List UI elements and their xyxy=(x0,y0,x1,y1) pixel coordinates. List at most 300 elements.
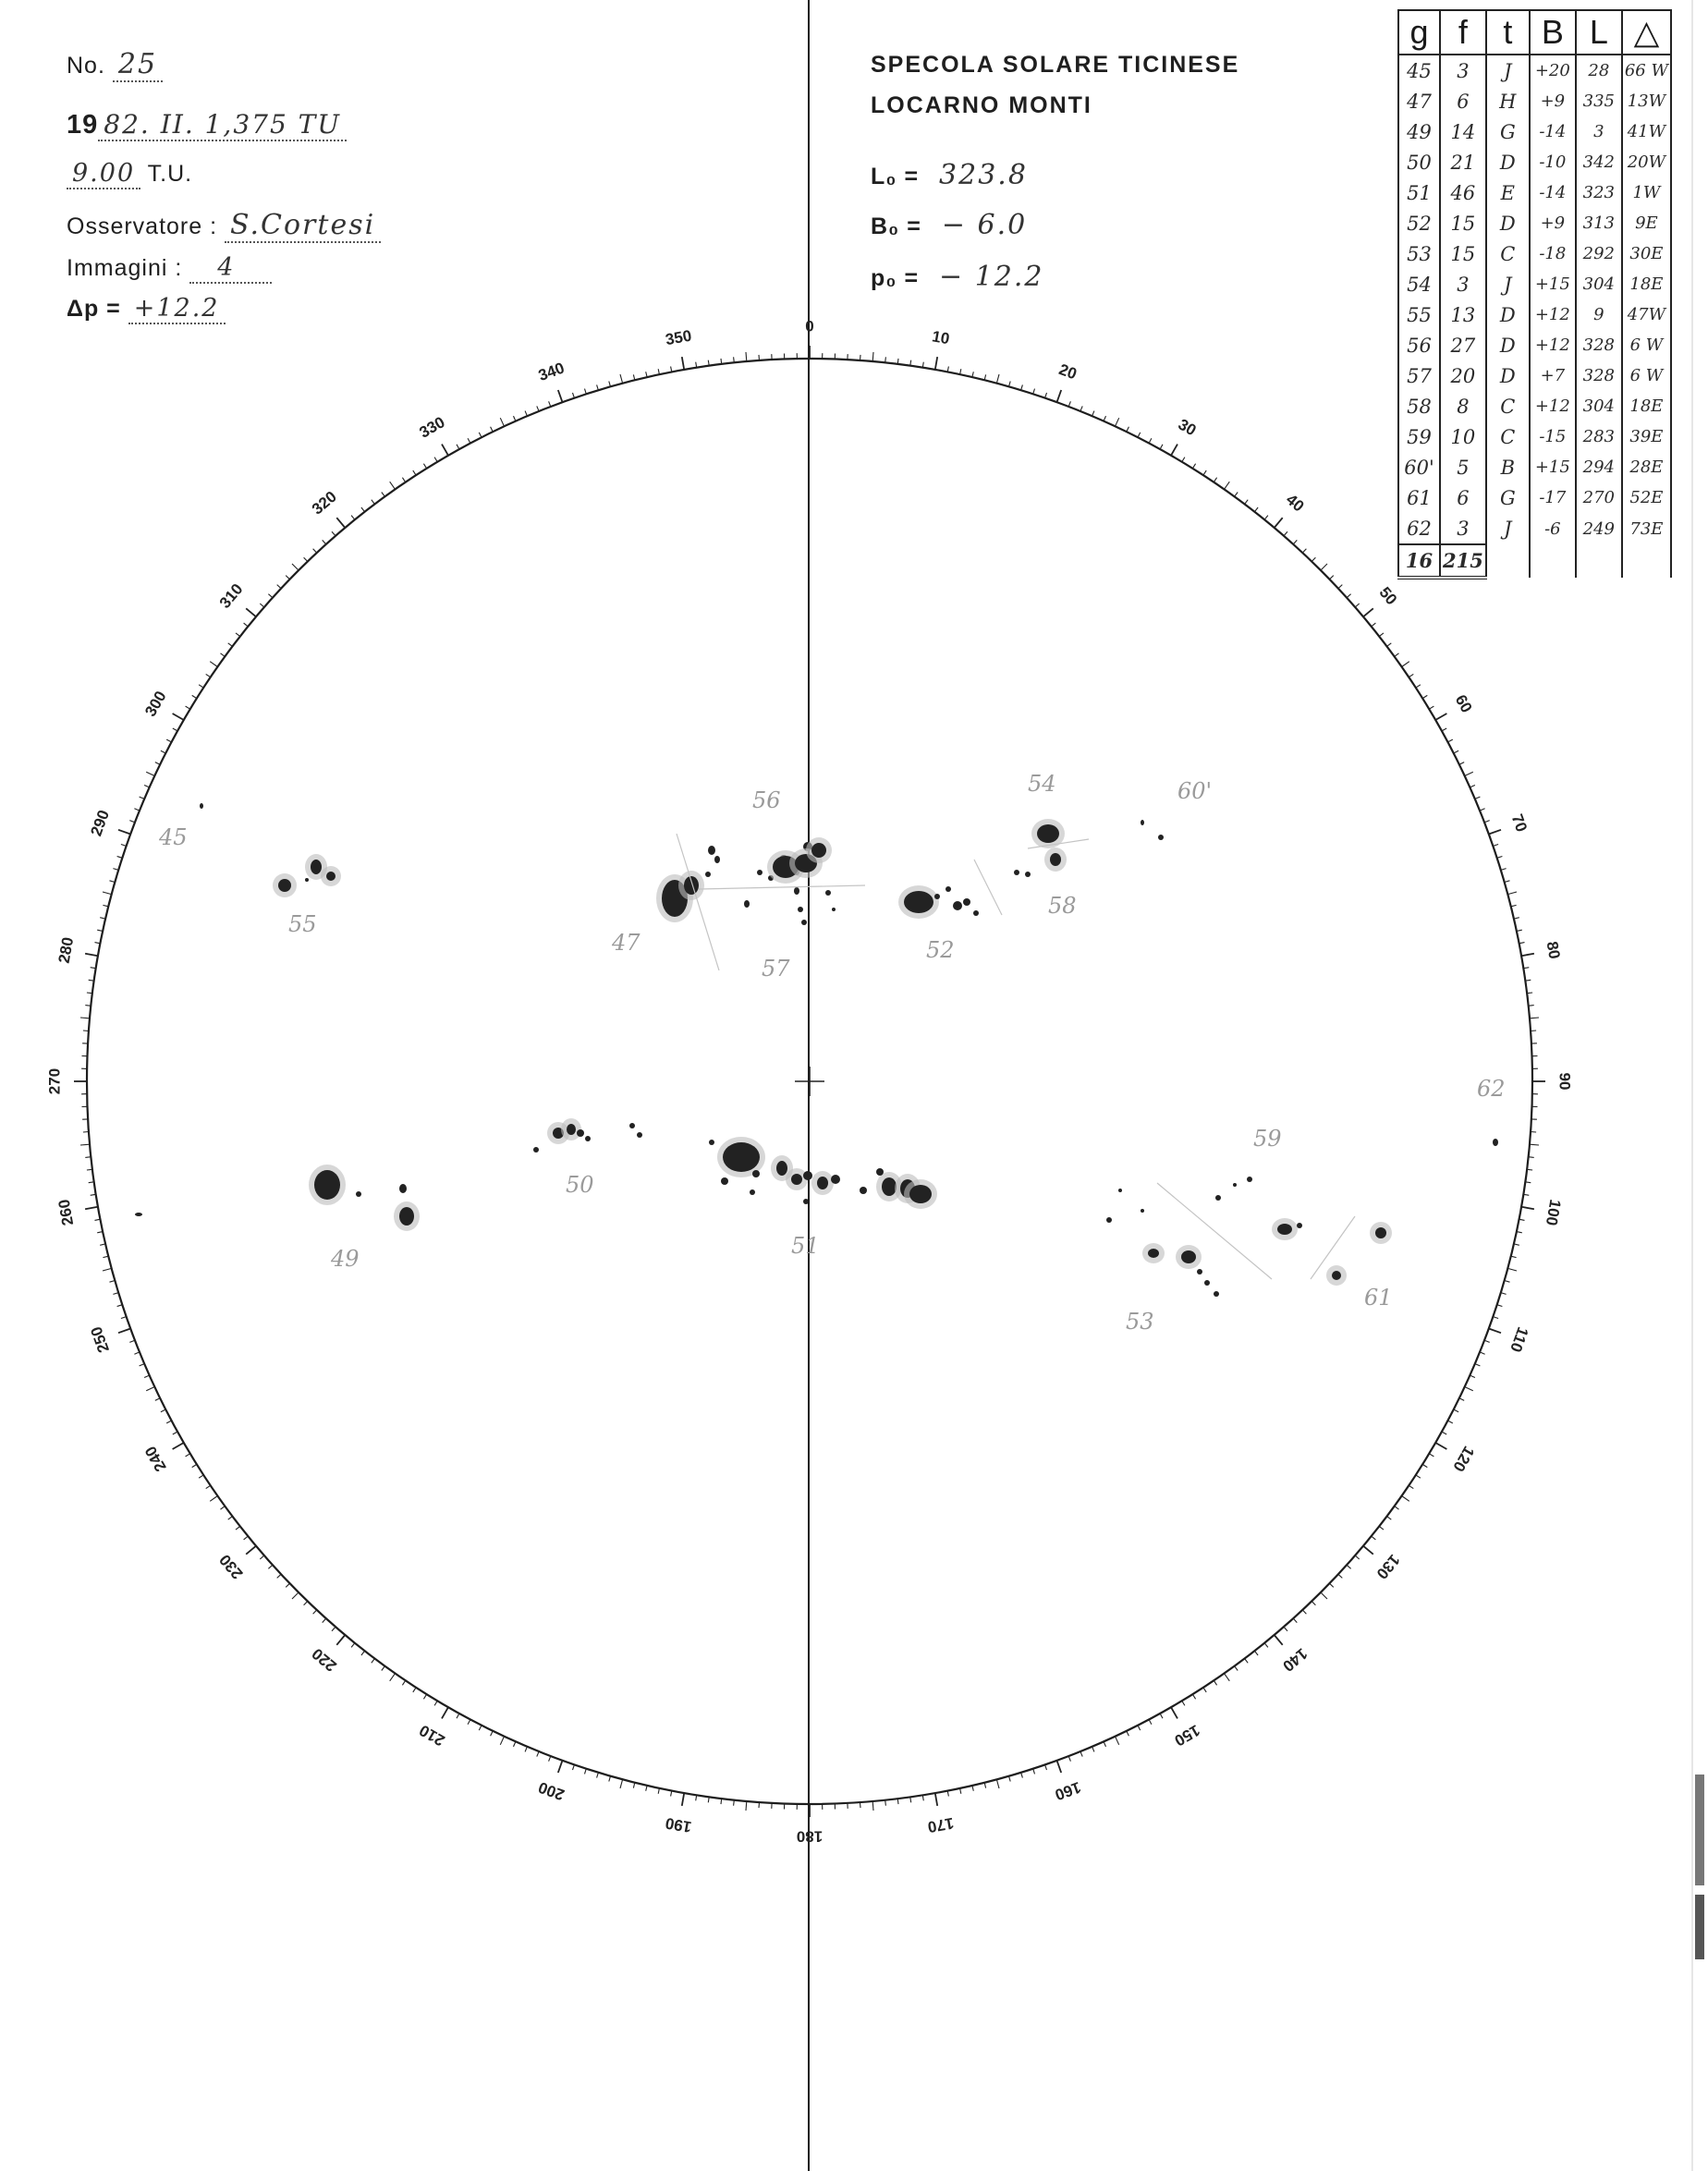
dial-tick xyxy=(1235,493,1238,497)
sunspot-umbra xyxy=(629,1123,635,1128)
dial-tick xyxy=(1245,1659,1249,1664)
dial-tick xyxy=(500,418,504,426)
delta-p-value: +12.2 xyxy=(128,294,226,324)
dial-tick xyxy=(1429,1454,1434,1457)
dial-tick xyxy=(1116,418,1119,426)
dial-tick xyxy=(413,1688,416,1692)
dial-label: 350 xyxy=(664,326,693,349)
dial-tick xyxy=(1514,1244,1519,1245)
sunspot-groups xyxy=(135,803,1498,1297)
dial-tick xyxy=(166,1421,171,1423)
sunspot-umbra xyxy=(200,803,203,809)
table-cell: +12 xyxy=(1530,299,1576,330)
sunspot-umbra xyxy=(1215,1195,1221,1201)
dial-tick xyxy=(1182,457,1185,462)
dial-tick xyxy=(721,359,722,364)
sunspot-umbra xyxy=(832,908,836,911)
table-cell: -15 xyxy=(1530,421,1576,452)
table-cell: 14 xyxy=(1440,116,1486,147)
dial-tick xyxy=(491,1731,494,1736)
dial-tick xyxy=(1203,470,1206,475)
dial-tick xyxy=(423,464,426,469)
observer-label: Osservatore : xyxy=(67,213,218,239)
table-row xyxy=(1398,513,1671,544)
table-cell: 51 xyxy=(1398,177,1440,208)
dial-tick xyxy=(228,643,233,647)
dial-label: 260 xyxy=(55,1198,78,1227)
dial-tick xyxy=(935,357,937,370)
date-prefix: 19 xyxy=(67,110,99,140)
dial-label: 160 xyxy=(1052,1777,1084,1804)
dial-tick xyxy=(479,433,482,437)
sunspot-umbra xyxy=(708,846,715,855)
dial-tick xyxy=(1254,507,1258,512)
group-label-49: 49 xyxy=(331,1246,360,1272)
dial-tick xyxy=(1484,1340,1490,1342)
group-label-45: 45 xyxy=(159,824,188,850)
dial-tick xyxy=(537,406,539,411)
table-cell: 6 xyxy=(1440,86,1486,116)
dial-tick xyxy=(1275,518,1283,528)
dial-label: 110 xyxy=(1507,1324,1532,1355)
table-cell: +9 xyxy=(1530,208,1576,238)
b0-label: B₀ = xyxy=(871,213,921,239)
table-cell: C xyxy=(1486,238,1530,269)
table-cell: 58 xyxy=(1398,391,1440,421)
dial-tick xyxy=(1302,1610,1306,1614)
table-cell: 62 xyxy=(1398,513,1440,544)
table-cell: 18E xyxy=(1622,391,1671,421)
sunspot-umbra xyxy=(860,1187,867,1194)
sunspot-umbra xyxy=(1197,1269,1202,1275)
dial-tick xyxy=(434,1701,437,1705)
dial-tick xyxy=(336,1635,345,1645)
dial-tick xyxy=(1379,1526,1384,1530)
dial-tick xyxy=(277,1574,281,1578)
dial-tick xyxy=(897,1799,898,1804)
dial-tick xyxy=(192,1464,197,1467)
dial-tick xyxy=(1160,445,1163,449)
dial-tick xyxy=(1395,1506,1399,1510)
dial-tick xyxy=(721,1799,722,1804)
dial-tick xyxy=(1372,1536,1376,1540)
number-value: 25 xyxy=(113,48,163,82)
column-header-delta: △ xyxy=(1622,10,1671,55)
observatory-name: SPECOLA SOLARE TICINESE xyxy=(871,52,1240,78)
dial-tick xyxy=(1493,1317,1498,1319)
dial-tick xyxy=(1182,1701,1185,1705)
dial-tick xyxy=(423,1694,426,1699)
dial-label: 330 xyxy=(416,413,448,442)
dial-tick xyxy=(1416,1475,1421,1478)
dial-tick xyxy=(1104,1741,1105,1747)
dial-tick xyxy=(1465,772,1473,775)
sunspot-umbra xyxy=(1118,1189,1122,1192)
dial-tick xyxy=(244,623,249,627)
dial-tick xyxy=(1363,608,1373,616)
table-cell: 292 xyxy=(1576,238,1622,269)
dial-tick xyxy=(1442,728,1446,731)
table-cell: 8 xyxy=(1440,391,1486,421)
dial-tick xyxy=(134,1352,140,1354)
dial-tick xyxy=(244,1536,249,1540)
dial-tick xyxy=(332,531,336,536)
table-cell: 328 xyxy=(1576,330,1622,360)
group-label-61: 61 xyxy=(1364,1285,1393,1311)
dial-tick xyxy=(633,1783,634,1788)
dial-tick xyxy=(186,706,190,709)
table-cell: 27 xyxy=(1440,330,1486,360)
dial-tick xyxy=(468,438,470,443)
dial-tick xyxy=(1214,478,1216,482)
group-summary-table xyxy=(1397,9,1672,579)
dial-label: 140 xyxy=(1279,1644,1312,1676)
dial-tick xyxy=(1284,1627,1287,1631)
sunspot-umbra xyxy=(798,907,803,912)
dial-tick xyxy=(872,1801,873,1811)
dial-tick xyxy=(1225,1674,1230,1681)
dial-label: 120 xyxy=(1449,1443,1478,1475)
table-cell: 3 xyxy=(1440,55,1486,86)
dial-tick xyxy=(1493,845,1498,847)
dial-tick xyxy=(1264,1643,1268,1648)
dial-tick xyxy=(1068,1756,1070,1762)
sunspot-umbra xyxy=(825,890,831,896)
dial-label: 90 xyxy=(1556,1072,1574,1091)
dial-tick xyxy=(1475,1364,1481,1366)
dial-tick xyxy=(1321,564,1327,570)
dial-label: 220 xyxy=(308,1644,340,1676)
table-cell: J xyxy=(1486,513,1530,544)
sunspot-umbra xyxy=(709,1140,714,1145)
table-cell: 20W xyxy=(1622,147,1671,177)
dial-tick xyxy=(860,355,861,360)
table-cell: D xyxy=(1486,299,1530,330)
table-cell: 28E xyxy=(1622,452,1671,482)
dial-label: 190 xyxy=(664,1813,693,1836)
dial-tick xyxy=(1459,762,1464,765)
sunspot-umbra xyxy=(946,886,951,892)
dial-tick xyxy=(1355,1555,1360,1559)
dial-tick xyxy=(457,445,459,449)
dial-tick xyxy=(382,1666,385,1671)
dial-tick xyxy=(361,507,365,512)
dial-tick xyxy=(1080,1751,1082,1757)
dial-tick xyxy=(236,633,240,637)
sunspot-umbra xyxy=(803,1171,812,1180)
table-cell: C xyxy=(1486,421,1530,452)
dial-tick xyxy=(313,549,317,553)
dial-tick xyxy=(210,1496,217,1502)
table-cell: 342 xyxy=(1576,147,1622,177)
dial-label: 60 xyxy=(1451,691,1476,716)
dial-tick xyxy=(1480,1352,1485,1354)
table-cell: 15 xyxy=(1440,208,1486,238)
dial-tick xyxy=(140,1364,145,1366)
sunspot-umbra xyxy=(314,1170,340,1200)
group-label-60p: 60' xyxy=(1177,778,1213,804)
table-row xyxy=(1398,238,1671,269)
dial-tick xyxy=(1347,594,1351,598)
dial-tick xyxy=(984,1783,985,1788)
dial-tick xyxy=(260,1555,264,1559)
table-cell: 6 xyxy=(1440,482,1486,513)
dial-tick xyxy=(351,1643,355,1648)
dial-label: 30 xyxy=(1175,415,1200,440)
sunspot-umbra xyxy=(1014,870,1019,875)
table-cell: 50 xyxy=(1398,147,1440,177)
dial-tick xyxy=(1045,1764,1047,1770)
dial-tick xyxy=(351,516,355,520)
table-total-cell xyxy=(1530,544,1576,578)
dial-tick xyxy=(996,1779,999,1788)
sunspot-umbra xyxy=(1158,835,1164,840)
table-cell: 30E xyxy=(1622,238,1671,269)
sunspot-umbra xyxy=(744,900,750,908)
dial-tick xyxy=(996,374,999,384)
dial-tick xyxy=(479,1726,482,1730)
sunspot-umbra xyxy=(1141,820,1144,825)
dial-tick xyxy=(323,540,326,544)
time-value: 9.00 xyxy=(67,159,140,189)
dial-tick xyxy=(161,750,165,753)
dial-tick xyxy=(118,1329,130,1334)
table-cell: 55 xyxy=(1398,299,1440,330)
dial-label: 290 xyxy=(87,807,114,839)
dial-tick xyxy=(620,374,623,384)
sunspot-umbra xyxy=(1106,1217,1112,1223)
dial-tick xyxy=(103,905,108,906)
dial-tick xyxy=(206,674,211,677)
table-cell: C xyxy=(1486,391,1530,421)
table-cell: -18 xyxy=(1530,238,1576,269)
dial-tick xyxy=(1138,1726,1141,1730)
dial-tick xyxy=(210,662,217,667)
group-divider-line xyxy=(699,885,865,889)
sunspot-umbra xyxy=(1493,1139,1498,1146)
dial-tick xyxy=(885,1800,886,1806)
dial-tick xyxy=(1454,750,1458,753)
dial-tick xyxy=(100,1244,105,1245)
table-row xyxy=(1398,330,1671,360)
dial-tick xyxy=(1275,1635,1283,1645)
dial-tick xyxy=(1454,1409,1458,1412)
dial-tick xyxy=(549,401,551,407)
sunspot-umbra xyxy=(757,870,762,875)
dial-tick xyxy=(221,653,226,657)
dial-tick xyxy=(500,1737,504,1745)
group-label-58: 58 xyxy=(1048,893,1077,919)
dial-tick xyxy=(1338,1574,1342,1578)
dial-tick xyxy=(382,493,385,497)
dial-tick xyxy=(155,1398,160,1401)
sunspot-umbra xyxy=(1247,1177,1252,1182)
sunspot-umbra xyxy=(723,1142,760,1172)
table-cell: D xyxy=(1486,208,1530,238)
table-cell: 6 W xyxy=(1622,360,1671,391)
dial-tick xyxy=(173,1432,177,1434)
dial-tick xyxy=(166,739,171,742)
dial-label: 340 xyxy=(535,359,567,385)
sunspot-umbra xyxy=(305,878,309,882)
dial-tick xyxy=(646,372,647,377)
dial-tick xyxy=(1489,830,1501,835)
sunspot-umbra xyxy=(876,1168,884,1176)
table-cell: 328 xyxy=(1576,360,1622,391)
observer-value: S.Cortesi xyxy=(225,209,381,243)
sunspot-umbra xyxy=(963,898,970,906)
sunspot-umbra xyxy=(882,1177,897,1196)
table-cell: 54 xyxy=(1398,269,1440,299)
sunspot-umbra xyxy=(909,1185,932,1203)
dial-tick xyxy=(442,445,448,456)
table-cell: 45 xyxy=(1398,55,1440,86)
dial-tick xyxy=(80,1144,90,1145)
dial-tick xyxy=(1321,1592,1327,1599)
dial-tick xyxy=(633,374,634,380)
dial-tick xyxy=(1435,714,1446,720)
dial-tick xyxy=(514,416,516,421)
images-value: 4 xyxy=(189,253,272,284)
dial-tick xyxy=(682,357,684,370)
table-cell: D xyxy=(1486,360,1530,391)
dial-tick xyxy=(525,411,527,417)
dial-tick xyxy=(246,608,256,616)
sunspot-umbra xyxy=(326,872,336,881)
dial-tick xyxy=(491,427,494,432)
dial-tick xyxy=(1149,438,1152,443)
dial-tick xyxy=(323,1618,326,1623)
dial-tick xyxy=(1264,516,1268,520)
sunspot-umbra xyxy=(135,1213,142,1216)
dial-tick xyxy=(286,576,289,579)
dial-tick xyxy=(1511,1256,1517,1257)
dial-tick xyxy=(1284,531,1287,536)
dial-label: 70 xyxy=(1507,811,1531,835)
dial-tick xyxy=(1347,1565,1351,1568)
dial-tick xyxy=(549,1756,551,1762)
table-cell: 61 xyxy=(1398,482,1440,513)
dial-tick xyxy=(336,518,345,528)
table-cell: H xyxy=(1486,86,1530,116)
table-cell: -14 xyxy=(1530,116,1576,147)
table-row xyxy=(1398,269,1671,299)
sunspot-umbra xyxy=(904,891,933,913)
sunspot-umbra xyxy=(356,1191,361,1197)
dial-label: 230 xyxy=(215,1551,247,1583)
sunspot-umbra xyxy=(714,856,720,863)
dial-label: 170 xyxy=(926,1813,956,1836)
sunspot-umbra xyxy=(801,920,807,925)
sunspot-umbra xyxy=(934,894,940,899)
dial-tick xyxy=(292,1592,299,1599)
dial-tick xyxy=(1402,662,1409,667)
table-total-cell xyxy=(1622,544,1671,578)
column-header-b: B xyxy=(1530,10,1576,55)
dial-label: 200 xyxy=(535,1777,567,1804)
table-total-cell xyxy=(1576,544,1622,578)
column-header-g: g xyxy=(1398,10,1440,55)
dial-tick xyxy=(558,1761,563,1773)
group-label-52: 52 xyxy=(926,937,955,963)
dial-tick xyxy=(292,564,299,570)
table-row xyxy=(1398,177,1671,208)
sunspot-umbra xyxy=(817,1177,828,1189)
dial-tick xyxy=(304,557,308,561)
dial-tick xyxy=(1116,1737,1119,1745)
table-cell: 3 xyxy=(1576,116,1622,147)
dial-tick xyxy=(1409,674,1413,677)
sunspot-umbra xyxy=(1332,1271,1341,1280)
dial-tick xyxy=(390,482,396,489)
l0-label: L₀ = xyxy=(871,164,920,189)
l0-value: 323.8 xyxy=(939,159,1028,191)
sunspot-umbra xyxy=(399,1184,407,1193)
dial-tick xyxy=(972,372,973,377)
dial-label: 180 xyxy=(796,1827,824,1846)
sunspot-umbra xyxy=(1181,1250,1196,1263)
b0-value: − 6.0 xyxy=(941,209,1028,241)
group-divider-line xyxy=(974,860,1002,915)
table-cell: 52E xyxy=(1622,482,1671,513)
dial-tick xyxy=(1511,905,1517,906)
sunspot-umbra xyxy=(1277,1224,1292,1235)
sunspot-umbra xyxy=(811,843,826,858)
dial-tick xyxy=(1470,786,1475,787)
dial-tick xyxy=(872,352,873,361)
dial-tick xyxy=(1489,1329,1501,1334)
dial-tick xyxy=(1293,540,1297,544)
dial-label: 50 xyxy=(1375,583,1401,609)
sunspot-umbra xyxy=(750,1189,755,1195)
table-cell: 57 xyxy=(1398,360,1440,391)
dial-tick xyxy=(1214,1680,1216,1685)
dial-tick xyxy=(199,1475,203,1478)
sunspot-umbra xyxy=(1050,853,1061,866)
table-cell: 47W xyxy=(1622,299,1671,330)
dial-tick xyxy=(1527,993,1532,994)
table-row xyxy=(1398,421,1671,452)
dial-tick xyxy=(103,1256,108,1257)
dial-tick xyxy=(897,359,898,364)
dial-tick xyxy=(1416,685,1421,688)
dial-label: 20 xyxy=(1056,360,1080,384)
group-label-53: 53 xyxy=(1126,1309,1154,1335)
dial-tick xyxy=(1531,1132,1536,1133)
dial-tick xyxy=(1080,406,1082,411)
dial-tick xyxy=(1435,1443,1446,1449)
dial-tick xyxy=(313,1610,317,1614)
table-cell: 13 xyxy=(1440,299,1486,330)
dial-tick xyxy=(85,954,98,956)
table-total-row xyxy=(1398,544,1671,578)
dial-tick xyxy=(935,1793,937,1806)
dial-tick xyxy=(558,390,563,402)
dial-tick xyxy=(468,1720,470,1725)
dial-tick xyxy=(759,1802,760,1808)
dial-tick xyxy=(646,1786,647,1791)
dial-label: 80 xyxy=(1543,940,1564,961)
table-cell: J xyxy=(1486,55,1530,86)
dial-tick xyxy=(434,457,437,462)
dial-tick xyxy=(885,357,886,362)
dial-tick xyxy=(103,892,112,895)
dial-tick xyxy=(134,809,140,811)
sunspot-umbra xyxy=(831,1175,840,1184)
table-cell: G xyxy=(1486,482,1530,513)
table-cell: D xyxy=(1486,147,1530,177)
dial-tick xyxy=(413,470,416,475)
